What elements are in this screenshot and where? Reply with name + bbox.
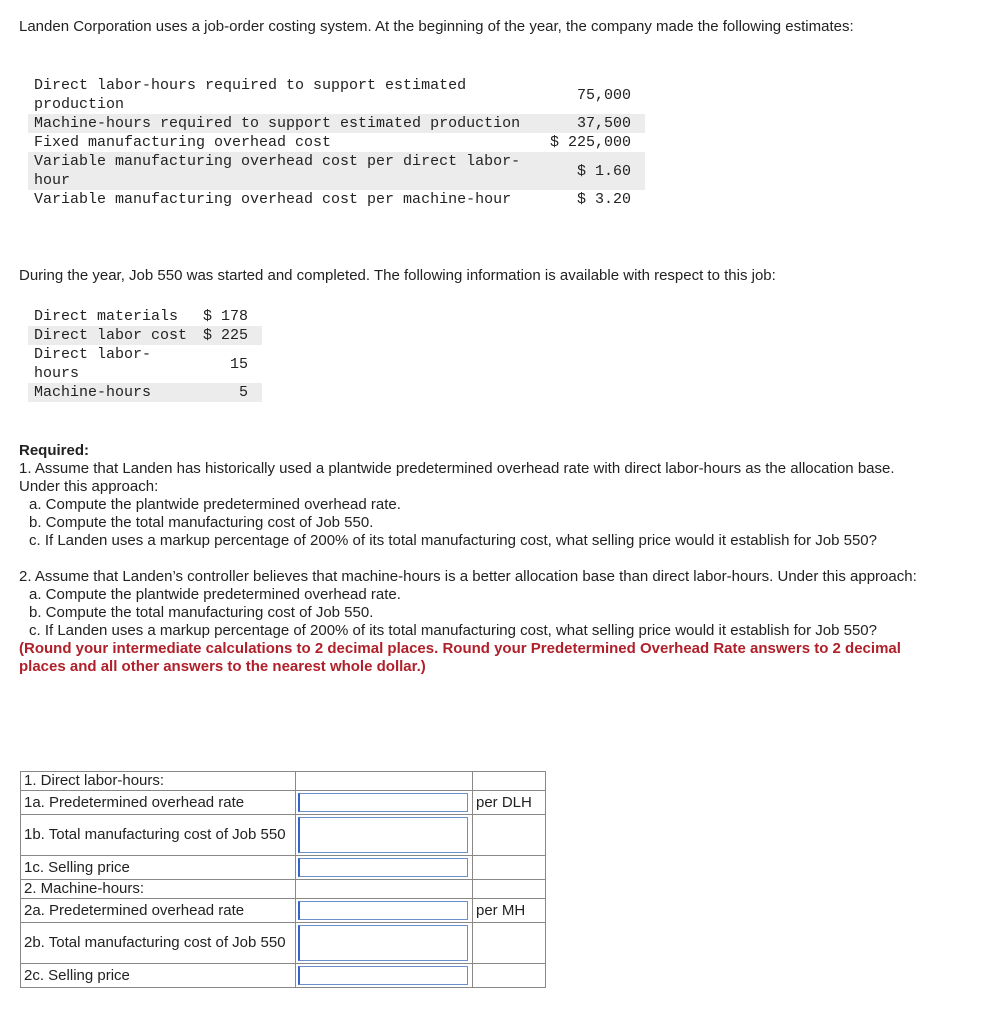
question-1: 1. Assume that Landen has historically used a plantwide predetermined overhead rate with direct labor-hours as the allocation base. Under this approach: <box>19 460 895 495</box>
question-1a: a. Compute the plantwide predetermined overhead rate. <box>29 496 401 513</box>
answer-1c-input[interactable] <box>298 858 468 877</box>
question-1c: c. If Landen uses a markup percentage of 200% of its total manufacturing cost, what selling price would it establish for Job 550? <box>29 532 877 549</box>
answer-label: 2c. Selling price <box>21 964 296 988</box>
answer-row <box>21 772 546 791</box>
question-2a: a. Compute the plantwide predetermined overhead rate. <box>29 586 401 603</box>
job-table <box>28 307 262 402</box>
answer-1a-input[interactable] <box>298 793 468 812</box>
job-label: Direct labor cost <box>28 326 194 345</box>
answer-row <box>21 899 546 923</box>
job-intro-text: During the year, Job 550 was started and completed. The following information is available with respect to this job: <box>19 267 776 284</box>
estimate-label: Fixed manufacturing overhead cost <box>28 133 530 152</box>
answer-label: 2. Machine-hours: <box>21 880 296 899</box>
estimate-row <box>28 133 645 152</box>
answer-1b-input[interactable] <box>298 817 468 853</box>
answer-row <box>21 856 546 880</box>
required-title: Required: <box>19 442 90 459</box>
answer-unit <box>473 856 546 880</box>
job-row <box>28 326 262 345</box>
estimate-row <box>28 152 645 190</box>
question-1b: b. Compute the total manufacturing cost of Job 550. <box>29 514 374 531</box>
answer-cell-empty <box>296 880 473 899</box>
job-value: 5 <box>194 383 262 402</box>
question-2c: c. If Landen uses a markup percentage of 200% of its total manufacturing cost, what selling price would it establish for Job 550? <box>29 622 877 639</box>
answer-row <box>21 815 546 856</box>
job-row <box>28 345 262 383</box>
estimate-value: $ 1.60 <box>530 152 645 190</box>
estimates-table <box>28 76 645 209</box>
job-row <box>28 383 262 402</box>
answer-row <box>21 923 546 964</box>
answer-unit: per MH <box>473 899 546 923</box>
rounding-note: (Round your intermediate calculations to 2 decimal places. Round your Predetermined Overhead Rate answers to 2 decimal places and all other answers to the nearest whole dollar.) <box>19 640 901 675</box>
answer-2b-input[interactable] <box>298 925 468 961</box>
intro-text: Landen Corporation uses a job-order costing system. At the beginning of the year, the company made the following estimates: <box>19 18 854 35</box>
job-value: $ 225 <box>194 326 262 345</box>
job-value: $ 178 <box>194 307 262 326</box>
required-section <box>19 442 939 676</box>
answer-label: 1c. Selling price <box>21 856 296 880</box>
estimate-value: $ 225,000 <box>530 133 645 152</box>
estimate-label: Machine-hours required to support estimated production <box>28 114 530 133</box>
question-2: 2. Assume that Landen’s controller believes that machine-hours is a better allocation base than direct labor-hours. Under this approach: <box>19 568 917 585</box>
estimate-label: Variable manufacturing overhead cost per machine-hour <box>28 190 530 209</box>
answer-unit <box>473 964 546 988</box>
answer-row <box>21 880 546 899</box>
job-label: Direct materials <box>28 307 194 326</box>
answer-label: 1a. Predetermined overhead rate <box>21 791 296 815</box>
answer-unit <box>473 923 546 964</box>
estimate-row <box>28 190 645 209</box>
answer-label: 1. Direct labor-hours: <box>21 772 296 791</box>
estimate-row <box>28 114 645 133</box>
job-label: Direct labor-hours <box>28 345 194 383</box>
estimate-value: 37,500 <box>530 114 645 133</box>
answer-unit <box>473 815 546 856</box>
estimate-label: Variable manufacturing overhead cost per direct labor-hour <box>28 152 530 190</box>
estimate-value: $ 3.20 <box>530 190 645 209</box>
answer-row <box>21 791 546 815</box>
job-value: 15 <box>194 345 262 383</box>
answer-unit: per DLH <box>473 791 546 815</box>
estimate-label: Direct labor-hours required to support estimated production <box>28 76 530 114</box>
answer-label: 2b. Total manufacturing cost of Job 550 <box>21 923 296 964</box>
answer-unit <box>473 880 546 899</box>
answer-table <box>20 771 546 988</box>
answer-label: 1b. Total manufacturing cost of Job 550 <box>21 815 296 856</box>
job-row <box>28 307 262 326</box>
estimate-row <box>28 76 645 114</box>
answer-unit <box>473 772 546 791</box>
answer-2c-input[interactable] <box>298 966 468 985</box>
estimate-value: 75,000 <box>530 76 645 114</box>
answer-cell-empty <box>296 772 473 791</box>
answer-2a-input[interactable] <box>298 901 468 920</box>
answer-row <box>21 964 546 988</box>
job-label: Machine-hours <box>28 383 194 402</box>
answer-label: 2a. Predetermined overhead rate <box>21 899 296 923</box>
question-2b: b. Compute the total manufacturing cost of Job 550. <box>29 604 374 621</box>
